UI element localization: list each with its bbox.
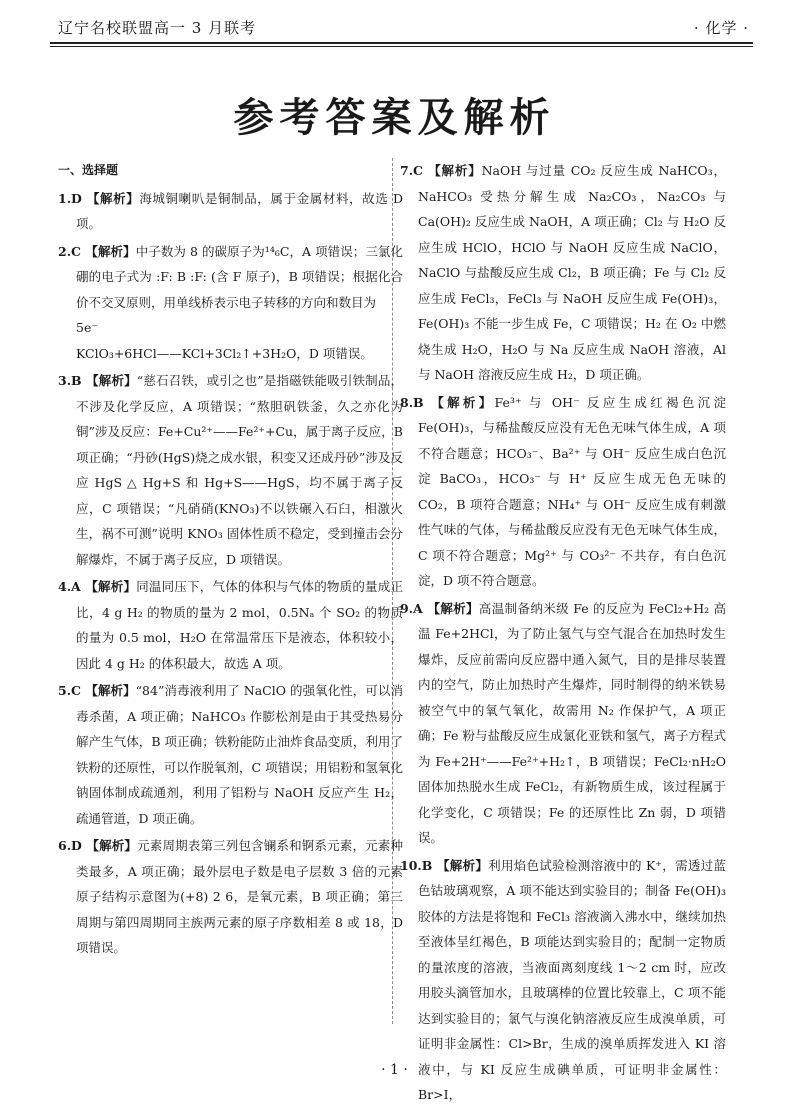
analysis-tag: 【解析】	[85, 243, 136, 259]
analysis-tag: 【解析】	[86, 838, 138, 853]
page-number: · 1 ·	[381, 1062, 408, 1078]
answer-number: 9.A	[400, 600, 428, 616]
analysis-tag: 【解析】	[431, 394, 495, 410]
page-title: 参考答案及解析	[233, 95, 556, 141]
answer-number: 7.C	[400, 163, 429, 178]
analysis-text: “84”消毒液利用了 NaClO 的强氧化性，可以消毒杀菌，A 项正确；NaHCO₃ 作膨松剂是由于其受热易分解产生气体，B 项正确；铁粉能防止油炸食品变质，利用了铁粉的还原性，可以作脱氧剂，C 项错误；用铝粉和氢氧化钠固体制成疏通剂，利用了铝粉与 NaOH 反应产生 H₂，疏通管道，D 项正确。	[76, 683, 403, 826]
analysis-text: 利用焰色试验检测溶液中的 K⁺，需透过蓝色钴玻璃观察，A 项不能达到实验目的；制备 Fe(OH)₃ 胶体的方法是将饱和 FeCl₃ 溶液滴入沸水中，继续加热至液体呈红褐色，B 项能达到实验目的；配制一定物质的量浓度的溶液，当液面离刻度线 1～2 cm 时，应改用胶头滴管加水，且玻璃棒的位置比较靠上，C 项不能达到实验目的；氯气与溴化钠溶液反应生成溴单质，可证明非金属性：Cl>Br，生成的溴单质挥发进入 KI 溶液中，与 KI 反应生成碘单质，可证明非金属性：Br>I，	[418, 857, 726, 1102]
analysis-text: 高温制备纳米级 Fe 的反应为 FeCl₂+H₂ 高温 Fe+2HCl，为了防止氢气与空气混合在加热时发生爆炸，反应前需向反应器中通入氮气，目的是排尽装置内的空气，防止加热时产生爆炸，同时制得的纳米铁易被空气中的氧气氧化，故需用 N₂ 作保护气，A 项正确；Fe 粉与盐酸反应生成氯化亚铁和氢气，离子方程式为 Fe+2H⁺——Fe²⁺+H₂↑，B 项错误；FeCl₂·nH₂O 固体加热脱水生成 FeCl₂，有新物质生成，该过程属于化学变化，C 项错误；Fe 的还原性比 Zn 弱，D 项错误。	[418, 600, 726, 845]
right-items	[400, 158, 726, 1108]
analysis-tag: 【解析】	[427, 600, 479, 616]
answer-item	[400, 596, 726, 851]
answer-number: 1.D	[58, 190, 87, 206]
answer-item	[58, 574, 403, 676]
section-title: 一、选择题	[58, 163, 119, 177]
answer-number: 10.B	[400, 857, 437, 873]
analysis-tag: 【解析】	[85, 579, 137, 594]
analysis-text: 中子数为 8 的碳原子为¹⁴₆C，A 项错误；三氯化硼的电子式为 :F: B :F: (含 F 原子)，B 项错误；根据化合价不交叉原则，用单线桥表示电子转移的方向和数目为	[76, 243, 403, 310]
analysis-tag: 【解析】	[86, 190, 140, 206]
header-right: · 化学 ·	[693, 18, 749, 37]
answer-item	[58, 833, 403, 961]
left-items	[58, 186, 403, 961]
left-column	[58, 158, 403, 963]
answer-item	[400, 158, 726, 388]
answer-number: 5.C	[58, 683, 86, 698]
answer-number: 8.B	[400, 394, 432, 410]
analysis-tag: 【解析】	[436, 857, 489, 873]
analysis-tag: 【解析】	[86, 373, 137, 388]
analysis-text: Fe³⁺ 与 OH⁻ 反应生成红褐色沉淀 Fe(OH)₃，与稀盐酸反应没有无色无味气体生成，A 项不符合题意；HCO₃⁻、Ba²⁺ 与 OH⁻ 反应生成白色沉淀 BaCO₃，HCO₃⁻ 与 H⁺ 反应生成无色无味的 CO₂，B 项符合题意；NH₄⁺ 与 OH⁻ 反应生成有刺激性气味的气体，与稀盐酸反应没有无色无味气体生成，C 项不符合题意；Mg²⁺ 与 CO₃²⁻ 不共存，有白色沉淀，D 项不符合题意。	[418, 394, 726, 588]
analysis-tag: 【解析】	[428, 163, 482, 178]
answer-item	[58, 678, 403, 831]
answer-number: 4.A	[58, 579, 86, 594]
answer-item	[400, 390, 726, 594]
analysis-text: “慈石召铁，或引之也”是指磁铁能吸引铁制品，不涉及化学反应，A 项错误；“熬胆矾铁釜，久之亦化为铜”涉及反应：Fe+Cu²⁺——Fe²⁺+Cu，属于离子反应，B 项正确；“丹砂(HgS)烧之成水银，积变又还成丹砂”涉及反应 HgS △ Hg+S 和 Hg+S——HgS，均不属于离子反应，C 项错误；“凡硝硝(KNO₃)不以铁碾入石臼，相激火生，祸不可测”说明 KNO₃ 固体性质不稳定，受到撞击会分解爆炸，不属于离子反应，D 项错误。	[76, 373, 403, 567]
answer-item	[58, 368, 403, 572]
answer-item	[58, 239, 403, 367]
header-left: 辽宁名校联盟高一 3 月联考	[58, 18, 257, 37]
answer-number: 6.D	[58, 838, 87, 853]
answer-number: 2.C	[58, 243, 86, 259]
header-rule	[50, 42, 753, 44]
page-header	[58, 14, 749, 40]
answer-number: 3.B	[58, 373, 87, 388]
answer-item	[58, 186, 403, 237]
header-rule-thin	[50, 46, 753, 47]
right-column	[400, 158, 726, 1110]
analysis-text: NaOH 与过量 CO₂ 反应生成 NaHCO₃，NaHCO₃ 受热分解生成 Na₂CO₃，Na₂CO₃ 与 Ca(OH)₂ 反应生成 NaOH，A 项正确；Cl₂ 与 H₂O 反应生成 HClO，HClO 与 NaOH 反应生成 NaClO，NaClO 与盐酸反应生成 Cl₂，B 项正确；Fe 与 Cl₂ 反应生成 FeCl₃，FeCl₃ 与 NaOH 反应生成 Fe(OH)₃，Fe(OH)₃ 不能一步生成 Fe，C 项错误；H₂ 在 O₂ 中燃烧生成 H₂O，H₂O 与 Na 反应生成 NaOH 溶液，Al 与 NaOH 溶液反应生成 H₂，D 项正确。	[418, 163, 726, 382]
analysis-text: 5e⁻	[76, 320, 98, 335]
analysis-text: 元素周期表第三列包含镧系和锕系元素，元素种类最多，A 项正确；最外层电子数是电子层数 3 倍的元素原子结构示意图为(+8) 2 6，是氧元素，B 项正确；第三周期与第四周期同主族两元素的原子序数相差 8 或 18，D 项错误。	[76, 838, 403, 955]
analysis-tag: 【解析】	[85, 683, 136, 698]
analysis-text: KClO₃+6HCl——KCl+3Cl₂↑+3H₂O，D 项错误。	[76, 345, 373, 361]
analysis-text: 同温同压下，气体的体积与气体的物质的量成正比，4 g H₂ 的物质的量为 2 mol，0.5Nₐ 个 SO₂ 的物质的量为 0.5 mol，H₂O 在常温常压下是液态，体积较小，因此 4 g H₂ 的体积最大，故选 A 项。	[76, 579, 403, 671]
analysis-text: 海城铜喇叭是铜制品，属于金属材料，故选 D 项。	[76, 190, 403, 231]
